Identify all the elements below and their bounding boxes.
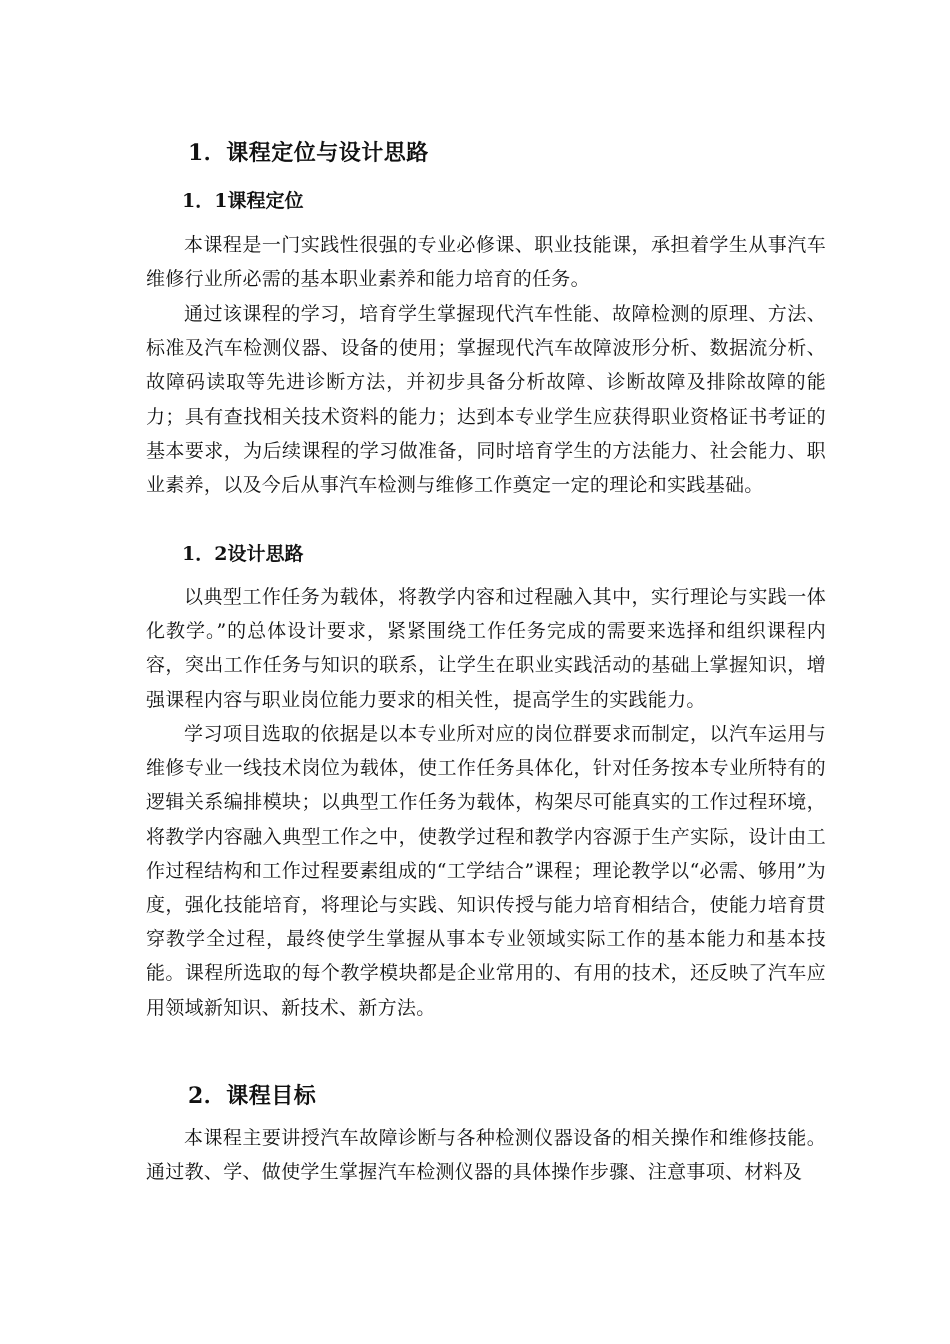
- section-1-1-heading: 1．1课程定位: [182, 190, 304, 212]
- section-1-heading: 1．课程定位与设计思路: [188, 140, 429, 166]
- section-1-2-paragraph-2: 学习项目选取的依据是以本专业所对应的岗位群要求而制定，以汽车运用与维修专业一线技术岗位为载体，使工作任务具体化，针对任务按本专业所特有的逻辑关系编排模块；以典型工作任务为载体，构架尽可能真实的工作过程环境，将教学内容融入典型工作之中，使教学过程和教学内容源于生产实际，设计由工作过程结构和工作过程要素组成的“工学结合”课程；理论教学以“必需、够用”为度，强化技能培育，将理论与实践、知识传授与能力培育相结合，使能力培育贯穿教学全过程，最终使学生掌握从事本专业领域实际工作的基本能力和基本技能。课程所选取的每个教学模块都是企业常用的、有用的技术，还反映了汽车应用领域新知识、新技术、新方法。: [146, 723, 826, 1019]
- section-1-1-paragraph-2: 通过该课程的学习，培育学生掌握现代汽车性能、故障检测的原理、方法、标准及汽车检测仪器、设备的使用；掌握现代汽车故障波形分析、数据流分析、故障码读取等先进诊断方法，并初步具备分析故障、诊断故障及排除故障的能力；具有查找相关技术资料的能力；达到本专业学生应获得职业资格证书考证的基本要求，为后续课程的学习做准备，同时培育学生的方法能力、社会能力、职业素养，以及今后从事汽车检测与维修工作奠定一定的理论和实践基础。: [146, 303, 826, 497]
- section-1-1-paragraph-1: 本课程是一门实践性很强的专业必修课、职业技能课，承担着学生从事汽车维修行业所必需的基本职业素养和能力培育的任务。: [146, 234, 826, 291]
- section-1-2-heading: 1．2设计思路: [182, 543, 304, 565]
- section-1-2-paragraph-1: 以典型工作任务为载体，将教学内容和过程融入其中，实行理论与实践一体化教学。”的总体设计要求，紧紧围绕工作任务完成的需要来选择和组织课程内容，突出工作任务与知识的联系，让学生在职业实践活动的基础上掌握知识，增强课程内容与职业岗位能力要求的相关性，提高学生的实践能力。: [146, 586, 826, 711]
- section-2-heading: 2．课程目标: [188, 1083, 317, 1109]
- section-2-paragraph-1: 本课程主要讲授汽车故障诊断与各种检测仪器设备的相关操作和维修技能。通过教、学、做使学生掌握汽车检测仪器的具体操作步骤、注意事项、材料及: [146, 1127, 826, 1184]
